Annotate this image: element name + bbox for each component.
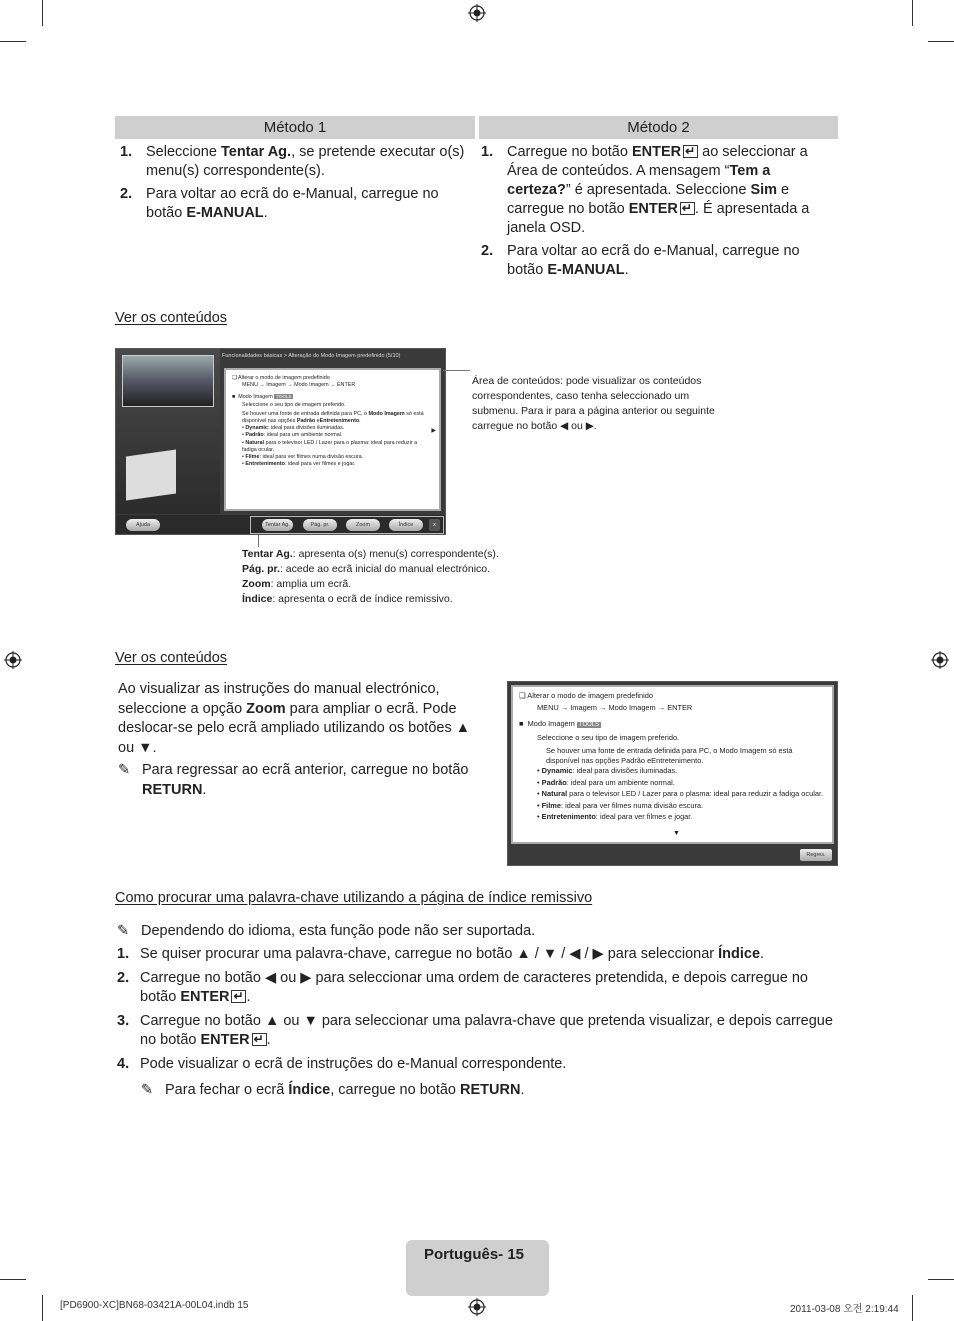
emanual-screen bbox=[115, 348, 446, 535]
index-steps bbox=[117, 945, 839, 1078]
note-text: Para regressar ao ecrã anterior, carregue no botão bbox=[142, 762, 469, 778]
step-number: 4. bbox=[117, 1055, 130, 1072]
bullet-text: : ideal para um ambiente normal. bbox=[566, 777, 675, 787]
screen-button-bar bbox=[116, 515, 446, 535]
note-text: . bbox=[520, 1082, 525, 1098]
step-text: , se pretende executar o(s) menu(s) correspondente(s). bbox=[146, 144, 465, 179]
index-button[interactable]: Índice bbox=[389, 519, 423, 531]
note-text: Para fechar o ecrã bbox=[165, 1082, 289, 1098]
step-text: ” é apresentada. Seleccione bbox=[565, 182, 751, 198]
note-text-bold: Padrão bbox=[296, 418, 316, 425]
step-text: Carregue no botão ◀ ou ▶ para seleccionar uma ordem de caracteres pretendida, e depois carregue no botão bbox=[140, 969, 808, 1005]
mode-label: Modo Imagem bbox=[238, 394, 273, 401]
content-area[interactable] bbox=[224, 368, 441, 511]
method2-header: Método 2 bbox=[479, 116, 838, 139]
note-text: e bbox=[315, 418, 320, 425]
paragraph-bold: Zoom bbox=[246, 700, 286, 717]
select-text: Seleccione o seu tipo de imagem preferido. bbox=[537, 732, 680, 742]
bullet-text: : ideal para ver filmes numa divisão escura. bbox=[560, 800, 704, 810]
emanual-zoom-screen bbox=[507, 681, 838, 866]
bullet-bold: Entretenimento bbox=[541, 812, 596, 821]
bullet-bold: Natural bbox=[541, 789, 568, 798]
step-text-bold: ENTER bbox=[200, 1032, 250, 1048]
crop-mark bbox=[928, 1279, 954, 1280]
item-title-text: Alterar o modo de imagem predefinido bbox=[238, 375, 330, 381]
crop-mark bbox=[0, 1279, 26, 1280]
step-text: ao seleccionar a Área de conteúdos. A mensagem “ bbox=[507, 144, 808, 179]
list-item: • Dynamic: ideal para divisões iluminadas. bbox=[242, 425, 345, 432]
callout-line bbox=[258, 535, 259, 547]
note-text: , carregue no botão bbox=[330, 1082, 461, 1098]
list-item: • Dynamic: ideal para divisões iluminadas. bbox=[537, 766, 678, 775]
legend-text: : amplia um ecrã. bbox=[270, 578, 352, 590]
enter-icon bbox=[252, 1033, 267, 1046]
step-text: Pode visualizar o ecrã de instruções do e-Manual correspondente. bbox=[140, 1055, 567, 1072]
menu-path: MENU → Imagem → Modo Imagem → ENTER bbox=[537, 702, 693, 712]
list-item bbox=[117, 969, 839, 1008]
step-text: Para voltar ao ecrã do e-Manual, carregue no botão bbox=[146, 186, 439, 221]
step-text: e carregue no botão bbox=[507, 182, 790, 217]
legend-bold: Pág. pr. bbox=[242, 563, 280, 575]
bullet-text: : ideal para um ambiente normal. bbox=[263, 432, 343, 439]
list-item: • Natural para o televisor LED / Lazer para o plasma: ideal para reduzir a fadiga ocular. bbox=[242, 439, 418, 453]
bullet-bold: Padrão bbox=[245, 432, 264, 439]
next-arrow-icon[interactable]: ▶ bbox=[431, 428, 436, 434]
step-number: 2. bbox=[481, 243, 494, 259]
paragraph-text: Ao visualizar as instruções do manual electrónico, seleccione a opção bbox=[118, 681, 440, 717]
thumbnail-image bbox=[122, 355, 214, 407]
step-number: 2. bbox=[120, 186, 133, 202]
step-text: . bbox=[266, 1032, 271, 1048]
step-text: . bbox=[624, 262, 629, 278]
step-text-bold: Sim bbox=[750, 182, 778, 198]
list-item bbox=[116, 185, 472, 223]
step-text: . bbox=[246, 989, 251, 1005]
tools-badge: TOOLS bbox=[276, 394, 292, 400]
list-item: • Filme: ideal para ver filmes numa divisão escura. bbox=[242, 454, 364, 461]
step-text: Carregue no botão ▲ ou ▼ para seleccionar uma palavra-chave que pretenda visualizar, e depois carregue no botão bbox=[140, 1012, 833, 1048]
list-item: • Padrão: ideal para um ambiente normal. bbox=[242, 432, 343, 439]
step-text-bold: E-MANUAL bbox=[547, 262, 625, 278]
note-pencil-icon: ✎ bbox=[141, 1082, 154, 1098]
list-item bbox=[242, 562, 522, 577]
step-text-bold: Tem a certeza? bbox=[507, 163, 771, 198]
item-title: ❑ Alterar o modo de imagem predefinido bbox=[519, 691, 653, 700]
scroll-down-icon[interactable]: ▼ bbox=[673, 830, 680, 837]
list-item bbox=[117, 1055, 839, 1075]
step-text-bold: E-MANUAL bbox=[186, 205, 264, 221]
bullet-bold: Filme bbox=[245, 454, 260, 461]
step-text-bold: Índice bbox=[718, 946, 761, 962]
content-area-zoomed[interactable] bbox=[511, 685, 834, 844]
enter-icon bbox=[683, 145, 698, 158]
legend-text: : acede ao ecrã inicial do manual electrónico. bbox=[279, 563, 491, 575]
note-text-bold: Modo Imagem bbox=[368, 410, 405, 417]
bullet-bold: Dynamic bbox=[245, 425, 268, 432]
step-number: 1. bbox=[120, 144, 133, 160]
crop-mark bbox=[42, 1295, 43, 1321]
enter-icon bbox=[231, 990, 246, 1003]
mode-row: ■ Modo Imagem TOOLS bbox=[519, 719, 600, 728]
step-number: 1. bbox=[481, 144, 494, 160]
legend-bold: Zoom bbox=[242, 578, 271, 590]
bullet-text: : ideal para divisões iluminadas. bbox=[267, 425, 345, 432]
list-item bbox=[117, 945, 839, 965]
step-number: 2. bbox=[117, 969, 130, 986]
list-item bbox=[116, 143, 472, 181]
note-text: . bbox=[359, 418, 361, 425]
note-text-bold: Entretenimento bbox=[319, 418, 360, 425]
try-now-button[interactable]: Tentar Ag. bbox=[262, 519, 293, 531]
legend-bold: Tentar Ag. bbox=[242, 548, 293, 560]
note-bold: RETURN bbox=[460, 1082, 521, 1098]
item-title: ❑ Alterar o modo de imagem predefinido bbox=[232, 375, 330, 381]
method2-steps bbox=[477, 143, 822, 284]
step-text: . É apresentada a janela OSD. bbox=[507, 201, 810, 236]
note-text: Dependendo do idioma, esta função pode não ser suportada. bbox=[141, 923, 536, 939]
item-title-text: Alterar o modo de imagem predefinido bbox=[527, 691, 653, 700]
step-number: 3. bbox=[117, 1012, 130, 1029]
zoom-note bbox=[118, 761, 478, 800]
bullet-bold: Padrão bbox=[541, 777, 567, 787]
bullet-list bbox=[519, 765, 826, 823]
step-text: Para voltar ao ecrã do e-Manual, carregue no botão bbox=[507, 243, 800, 278]
index-close-note bbox=[141, 1081, 831, 1101]
list-item bbox=[477, 242, 822, 280]
crop-mark bbox=[42, 0, 43, 26]
step-text: Seleccione bbox=[146, 144, 221, 160]
note-text: Se houver uma fonte de entrada definida para PC, o Modo Imagem só está disponível nas opções Padrão eEntretenimento. bbox=[546, 746, 793, 765]
list-item: • Entretenimento: ideal para ver filmes e jogar. bbox=[242, 461, 356, 468]
index-note bbox=[117, 922, 837, 942]
step-text: Se quiser procurar uma palavra-chave, carregue no botão ▲ / ▼ / ◀ / ▶ para seleccionar bbox=[140, 946, 719, 962]
section-title: Como procurar uma palavra-chave utilizando a página de índice remissivo bbox=[115, 890, 593, 906]
bullet-bold: Natural bbox=[245, 439, 264, 446]
section-title: Ver os conteúdos bbox=[115, 310, 228, 326]
registration-mark-icon bbox=[931, 651, 949, 669]
help-button[interactable]: Ajuda bbox=[126, 519, 160, 531]
bullet-text: para o televisor LED / Lazer para o plasma: ideal para reduzir a fadiga ocular. bbox=[242, 439, 418, 453]
breadcrumb: Funcionalidades básicas > Alteração do Modo Imagem predefinido (5/10) bbox=[222, 353, 401, 359]
return-button[interactable]: Regres. bbox=[800, 849, 832, 861]
mode-row: ■ Modo Imagem TOOLS bbox=[232, 394, 292, 401]
tv-illustration bbox=[126, 449, 176, 500]
step-text: Carregue no botão bbox=[507, 144, 632, 160]
legend-text: : apresenta o ecrã de índice remissivo. bbox=[272, 593, 453, 605]
file-info: [PD6900-XC]BN68-03421A-00L04.indb 15 bbox=[60, 1300, 249, 1311]
bullet-text: : ideal para ver filmes e jogar. bbox=[595, 812, 693, 821]
method1-steps bbox=[116, 143, 472, 227]
callout-line bbox=[443, 370, 470, 371]
bullet-bold: Filme bbox=[541, 800, 561, 810]
list-item: • Natural para o televisor LED / Lazer para o plasma: ideal para reduzir a fadiga ocular. bbox=[537, 789, 824, 798]
step-text-bold: ENTER bbox=[180, 989, 230, 1005]
screen-sidebar bbox=[116, 349, 220, 514]
note-bold: RETURN bbox=[142, 781, 203, 798]
list-item bbox=[477, 143, 822, 238]
bullet-text: para o televisor LED / Lazer para o plasma: ideal para reduzir a fadiga ocular. bbox=[567, 789, 824, 798]
list-item bbox=[117, 1012, 839, 1051]
note-text: só está disponível nas opções bbox=[242, 410, 424, 425]
registration-mark-icon bbox=[4, 651, 22, 669]
select-text: Seleccione o seu tipo de imagem preferido. bbox=[242, 401, 346, 408]
tools-badge: TOOLS bbox=[578, 722, 600, 728]
enter-icon bbox=[680, 202, 695, 215]
close-button[interactable]: x bbox=[429, 519, 440, 531]
step-text: . bbox=[263, 205, 268, 221]
list-item: • Filme: ideal para ver filmes numa divisão escura. bbox=[537, 800, 704, 810]
step-text-bold: ENTER bbox=[628, 201, 678, 217]
print-date: 2011-03-08 오전 2:19:44 bbox=[790, 1304, 899, 1315]
bullet-bold: Dynamic bbox=[541, 766, 573, 775]
registration-mark-icon bbox=[468, 4, 486, 22]
step-text: . bbox=[760, 946, 765, 962]
zoom-paragraph bbox=[118, 680, 478, 758]
mode-label: Modo Imagem bbox=[527, 719, 575, 728]
crop-mark bbox=[0, 41, 26, 42]
bullet-text: : ideal para ver filmes e jogar. bbox=[284, 461, 356, 468]
bullet-bold: Entretenimento bbox=[245, 461, 285, 468]
note-pencil-icon: ✎ bbox=[117, 923, 130, 939]
note-bold: Índice bbox=[288, 1082, 331, 1098]
list-item: • Padrão: ideal para um ambiente normal. bbox=[537, 777, 675, 787]
legend-text: : apresenta o(s) menu(s) correspondente(s). bbox=[292, 548, 499, 560]
list-item bbox=[242, 547, 522, 562]
list-item bbox=[242, 592, 522, 607]
list-item: • Entretenimento: ideal para ver filmes e jogar. bbox=[537, 812, 693, 821]
step-text-bold: Tentar Ag. bbox=[220, 144, 292, 160]
page-number: Português- 15 bbox=[424, 1246, 525, 1263]
crop-mark bbox=[912, 0, 913, 26]
note-text: Se houver uma fonte de entrada definida para PC, o bbox=[242, 410, 369, 417]
section-title: Ver os conteúdos bbox=[115, 650, 228, 666]
registration-mark-icon bbox=[468, 1298, 486, 1316]
note-text: . bbox=[202, 781, 207, 798]
note bbox=[232, 411, 433, 425]
note-pencil-icon: ✎ bbox=[118, 762, 131, 778]
crop-mark bbox=[912, 1295, 913, 1321]
area-caption: Área de conteúdos: pode visualizar os conteúdos correspondentes, caso tenha seleccionado um submenu. Para ir para a página anterior ou seguinte carregue no botão ◀ ou ▶. bbox=[472, 375, 715, 432]
legend-bold: Índice bbox=[242, 593, 273, 605]
step-number: 1. bbox=[117, 946, 130, 962]
step-text-bold: ENTER bbox=[631, 144, 682, 160]
home-button[interactable]: Pág. pr. bbox=[303, 519, 337, 531]
menu-path: MENU → Imagem → Modo Imagem → ENTER bbox=[242, 382, 356, 389]
list-item bbox=[242, 577, 522, 592]
bullet-text: : ideal para divisões iluminadas. bbox=[572, 766, 678, 775]
button-legend bbox=[242, 547, 522, 607]
bullet-list bbox=[232, 425, 433, 468]
bullet-text: : ideal para ver filmes numa divisão escura. bbox=[259, 454, 364, 461]
paragraph-text: para ampliar o ecrã. Pode deslocar-se pelo ecrã ampliado utilizando os botões ▲ ou ▼. bbox=[118, 700, 471, 756]
zoom-button[interactable]: Zoom bbox=[346, 519, 380, 531]
method1-header: Método 1 bbox=[115, 116, 475, 139]
crop-mark bbox=[928, 41, 954, 42]
